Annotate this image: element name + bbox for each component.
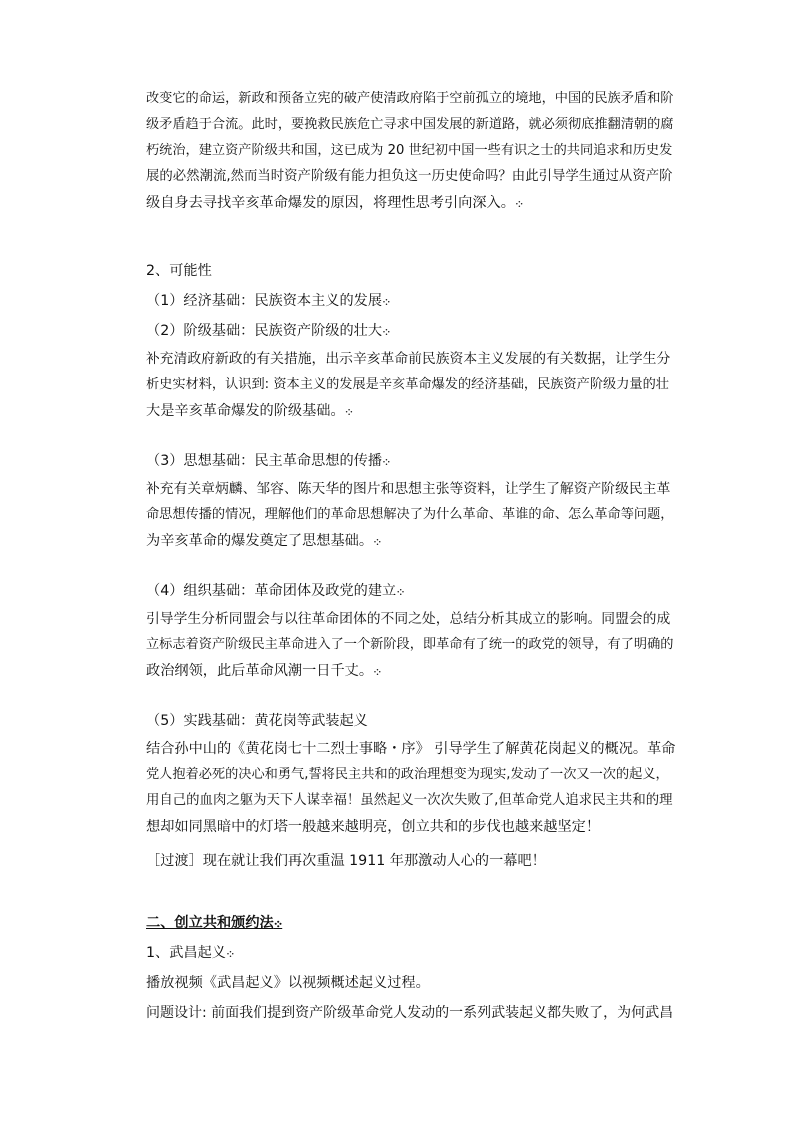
section-title: 二、创立共和颁约法 xyxy=(146,915,274,931)
text-line: 想却如同黑暗中的灯塔一般越来越明亮，创立共和的步伐也越来越坚定！ xyxy=(146,819,601,835)
text-line: 改变它的命运，新政和预备立宪的破产使清政府陷于空前孤立的境地，中国的民族矛盾和阶 xyxy=(146,91,674,106)
item-practical-basis xyxy=(146,708,676,734)
text-line: 级自身去寻找辛亥革命爆发的原因，将理性思考引向深入。 xyxy=(146,195,515,211)
paragraph-economic-class xyxy=(146,346,676,424)
item-ideological-basis xyxy=(146,448,676,474)
text-line: 结合孙中山的《黄花岗七十二烈士事略・序》 引导学生了解黄花岗起义的概况。革命 xyxy=(146,741,676,757)
paragraph-causes xyxy=(146,86,676,216)
heading-text: 2、可能性 xyxy=(146,263,212,279)
section-heading xyxy=(146,910,676,936)
paragraph-mark: ܀ xyxy=(382,323,391,339)
text-line: 为辛亥革命的爆发奠定了思想基础。 xyxy=(146,533,374,549)
text-line xyxy=(146,528,676,554)
text-line: 引导学生分析同盟会与以往革命团体的不同之处，总结分析其成立的影响。同盟会的成 xyxy=(146,611,671,627)
paragraph-practice xyxy=(146,736,676,840)
paragraph-ideology xyxy=(146,476,676,554)
video-text: 播放视频《武昌起义》以视频概述起义过程。 xyxy=(146,975,430,991)
text-line: 级矛盾趋于合流。此时，要挽救民族危亡寻求中国发展的新道路，就必须彻底推翻清朝的腐 xyxy=(146,117,674,132)
text-line: 展的必然潮流,然而当时资产阶级有能力担负这一历史使命吗？由此引导学生通过从资产阶 xyxy=(146,169,673,184)
paragraph-mark: ܀ xyxy=(514,195,524,211)
text-line: 大是辛亥革命爆发的阶级基础。 xyxy=(146,403,345,419)
sub-heading-text: 1、武昌起义 xyxy=(146,945,226,961)
sub-heading-wuchang xyxy=(146,940,676,966)
paragraph-mark: ܀ xyxy=(373,663,382,679)
paragraph-organization xyxy=(146,606,676,684)
text-line xyxy=(146,190,676,216)
item-class-basis xyxy=(146,318,676,344)
text-line xyxy=(146,658,676,684)
item-text: （1）经济基础：民族资本主义的发展 xyxy=(146,293,383,309)
item-text: （4）组织基础：革命团体及政党的建立 xyxy=(146,583,397,599)
paragraph-mark: ܀ xyxy=(373,533,382,549)
text-line: 党人抱着必死的决心和勇气,誓将民主共和的政治理想变为现实,发动了一次又一次的起义， xyxy=(146,767,669,782)
item-text: （2）阶级基础：民族资产阶级的壮大 xyxy=(146,323,383,339)
text-line: 析史实材料，认识到: 资本主义的发展是辛亥革命爆发的经济基础，民族资产阶级力量的壮 xyxy=(146,377,669,392)
item-text: （5）实践基础：黄花岗等武装起义 xyxy=(146,713,368,729)
text-line: 补充有关章炳麟、邹容、陈天华的图片和思想主张等资料，让学生了解资产阶级民主革 xyxy=(146,481,671,497)
item-economic-basis xyxy=(146,288,676,314)
item-organizational-basis xyxy=(146,578,676,604)
video-instruction xyxy=(146,970,676,996)
transition-line: ［过渡］现在就让我们再次重温 1911 年那激动人心的一幕吧！ xyxy=(146,853,546,869)
text-line: 补充清政府新政的有关措施，出示辛亥革命前民族资本主义发展的有关数据，让学生分 xyxy=(146,351,671,367)
question-design xyxy=(146,1000,676,1026)
text-line xyxy=(146,398,676,424)
text-line: 命思想传播的情况，理解他们的革命思想解决了为什么革命、革谁的命、怎么革命等问题， xyxy=(146,507,674,522)
paragraph-mark: ܀ xyxy=(273,915,283,931)
paragraph-mark: ܀ xyxy=(382,293,391,309)
text-line: 政治纲领，此后革命风潮一日千丈。 xyxy=(146,663,374,679)
text-line: 朽统治，建立资产阶级共和国，这已成为 20 世纪初中国一些有识之士的共同追求和历史发 xyxy=(146,143,673,158)
paragraph-mark: ܀ xyxy=(225,945,235,961)
transition-text xyxy=(146,848,676,874)
paragraph-mark: ܀ xyxy=(382,453,391,469)
text-line: 立标志着资产阶级民主革命进入了一个新阶段，即革命有了统一的政党的领导，有了明确的 xyxy=(146,637,674,652)
paragraph-mark: ܀ xyxy=(344,403,354,419)
text-line: 用自己的血肉之躯为天下人谋幸福！虽然起义一次次失败了,但革命党人追求民主共和的理 xyxy=(146,793,673,808)
heading-possibility xyxy=(146,258,676,284)
question-text: 问题设计: 前面我们提到资产阶级革命党人发动的一系列武装起义都失败了，为何武昌 xyxy=(146,1005,674,1021)
paragraph-mark: ܀ xyxy=(396,583,405,599)
item-text: （3）思想基础：民主革命思想的传播 xyxy=(146,453,383,469)
